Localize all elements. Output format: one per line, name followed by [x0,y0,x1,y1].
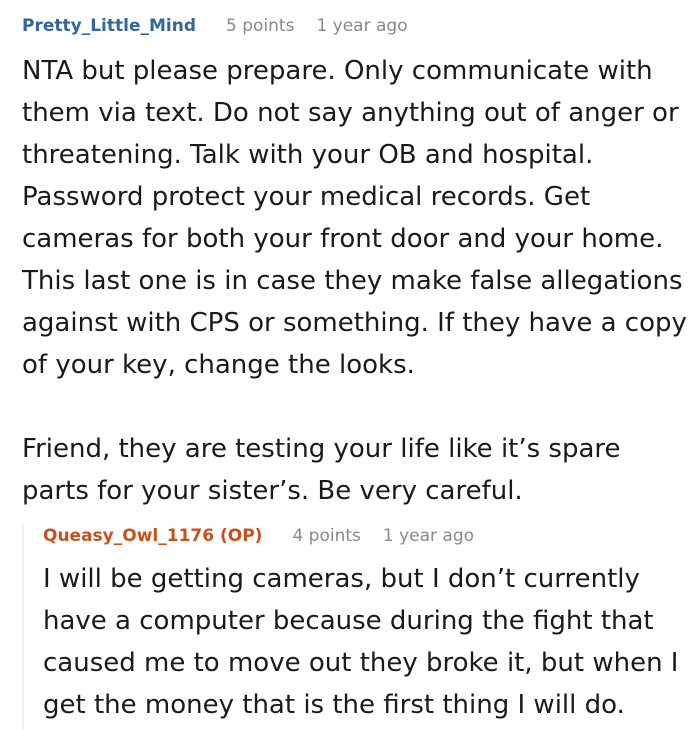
comment-body [22,50,692,512]
reply-paragraph: I will be getting cameras, but I don’t currently have a computer because during the fight that caused me to move out they broke it, but when I get the money that is the first thing I will do. [43,564,679,720]
reply-points: 4 points [292,526,361,546]
reply-meta [43,526,693,556]
comment-paragraph: Friend, they are testing your life like it’s spare parts for your sister’s. Be very careful. [22,434,621,506]
reply-comment [43,514,693,726]
comment-author-link[interactable]: Pretty_Little_Mind [22,16,196,36]
thread-line[interactable] [22,524,24,730]
comment [22,0,692,512]
reply-timestamp[interactable]: 1 year ago [382,526,475,546]
reply-author-link[interactable]: Queasy_Owl_1176 (OP) [43,526,263,546]
reply-body [43,558,693,726]
comment-paragraph: NTA but please prepare. Only communicate with them via text. Do not say anything out of anger or threatening. Talk with your OB and hospital. Password protect your medical records. Get cameras for both your front door and your home. This last one is in case they make false allegations against with CPS or something. If they have a copy of your key, change the looks. [22,56,687,380]
comment-timestamp[interactable]: 1 year ago [316,16,408,36]
comment-points: 5 points [226,16,295,36]
comment-meta [22,16,692,46]
reply-thread [22,514,692,730]
